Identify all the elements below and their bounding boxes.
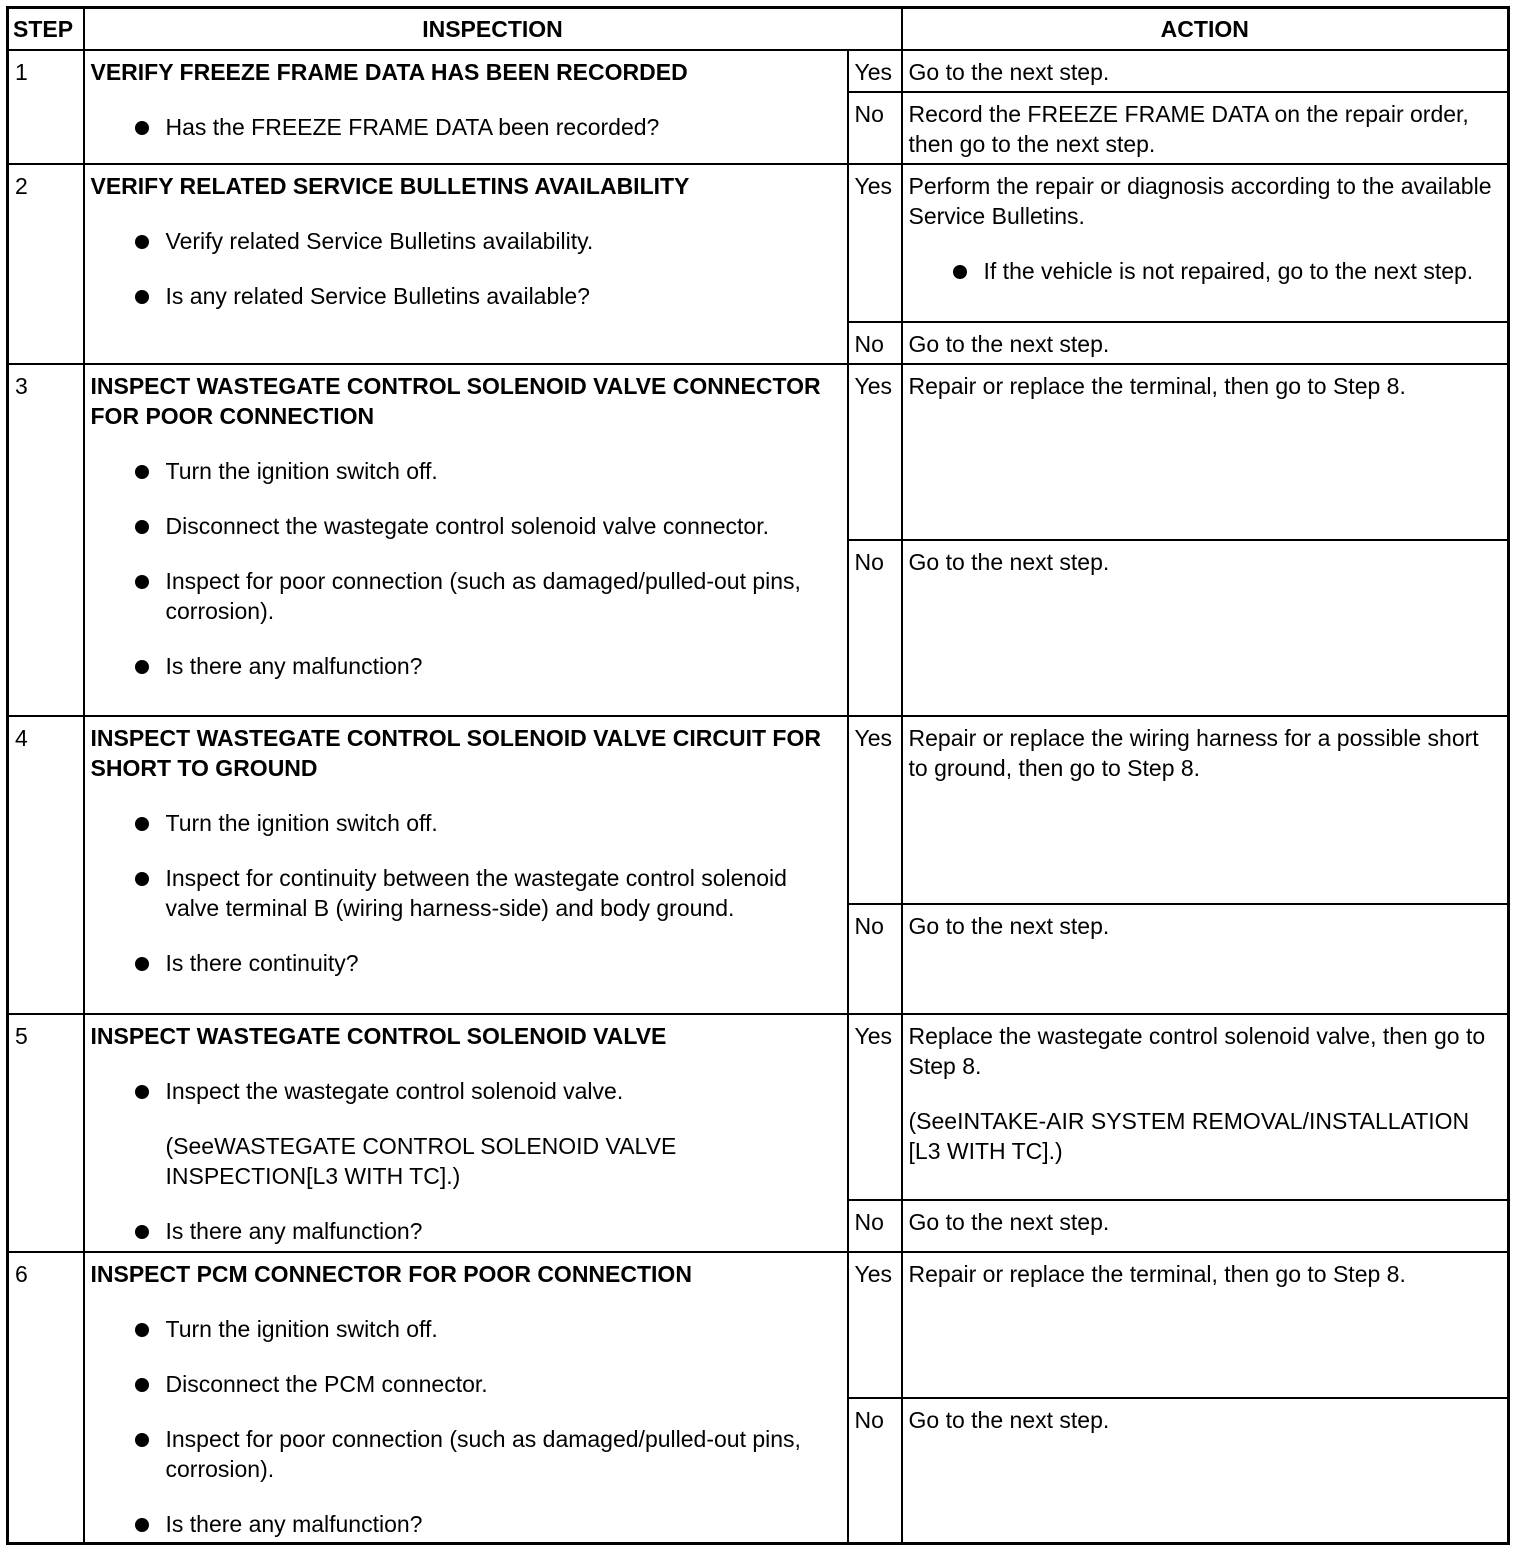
bullet-item: Is there any malfunction? — [91, 651, 841, 681]
yes-action — [902, 164, 1509, 322]
bullet-icon — [135, 235, 149, 249]
bullet-item: Verify related Service Bulletins availability. — [91, 226, 841, 256]
inspection-bullets — [91, 456, 841, 681]
action-text: Perform the repair or diagnosis according to the available Service Bulletins. — [908, 172, 1492, 229]
inspection-bullets — [91, 808, 841, 978]
bullet-item: Is there any malfunction? — [91, 1216, 841, 1246]
step-5-yes-row — [8, 1014, 1509, 1200]
bullet-icon — [135, 575, 149, 589]
bullet-item: Inspect for continuity between the wastegate control solenoid valve terminal B (wiring harness-side) and body ground. — [91, 863, 841, 923]
bullet-icon — [135, 660, 149, 674]
yes-label: Yes — [848, 716, 902, 904]
reference-note: (SeeINTAKE-AIR SYSTEM REMOVAL/INSTALLATION [L3 WITH TC].) — [908, 1107, 1470, 1164]
bullet-item: Turn the ignition switch off. — [91, 808, 841, 838]
yes-action: Repair or replace the terminal, then go to Step 8. — [902, 364, 1509, 540]
inspection-cell — [84, 50, 848, 164]
bullet-icon — [135, 1518, 149, 1532]
step-number: 2 — [8, 164, 84, 364]
bullet-item: Is any related Service Bulletins available? — [91, 281, 841, 311]
bullet-item: Inspect the wastegate control solenoid valve. (SeeWASTEGATE CONTROL SOLENOID VALVE INSPECTION[L3 WITH TC].) — [91, 1076, 841, 1191]
no-action: Go to the next step. — [902, 540, 1509, 716]
step-column-header: STEP — [8, 8, 84, 50]
bullet-icon — [135, 465, 149, 479]
step-3-yes-row — [8, 364, 1509, 540]
reference-note: (SeeWASTEGATE CONTROL SOLENOID VALVE INSPECTION[L3 WITH TC].) — [165, 1132, 677, 1189]
inspection-bullets — [91, 1076, 841, 1246]
bullet-item: Is there continuity? — [91, 948, 841, 978]
bullet-item: If the vehicle is not repaired, go to the next step. — [909, 256, 1502, 286]
bullet-icon — [135, 957, 149, 971]
yes-action: Go to the next step. — [902, 50, 1509, 92]
step-number: 6 — [8, 1252, 84, 1544]
inspection-bullets — [91, 226, 841, 311]
inspection-cell — [84, 1014, 848, 1252]
bullet-icon — [135, 1323, 149, 1337]
bullet-icon — [135, 1085, 149, 1099]
action-bullets — [909, 256, 1502, 286]
bullet-icon — [135, 872, 149, 886]
inspection-column-header: INSPECTION — [84, 8, 902, 50]
step-4-yes-row — [8, 716, 1509, 904]
no-label: No — [848, 1200, 902, 1252]
bullet-icon — [135, 1433, 149, 1447]
bullet-item: Turn the ignition switch off. — [91, 456, 841, 486]
action-text: Replace the wastegate control solenoid valve, then go to Step 8. — [908, 1022, 1486, 1079]
step-6-yes-row — [8, 1252, 1509, 1398]
step-heading: VERIFY RELATED SERVICE BULLETINS AVAILABILITY — [90, 172, 690, 199]
no-label: No — [848, 1398, 902, 1544]
bullet-item: Disconnect the PCM connector. — [91, 1369, 841, 1399]
yes-label: Yes — [848, 164, 902, 322]
bullet-icon — [135, 121, 149, 135]
inspection-cell — [84, 164, 848, 364]
step-heading: INSPECT PCM CONNECTOR FOR POOR CONNECTION — [90, 1260, 692, 1287]
no-label: No — [848, 322, 902, 364]
inspection-cell — [84, 1252, 848, 1544]
no-label: No — [848, 540, 902, 716]
inspection-bullets — [91, 1314, 841, 1539]
yes-action: Repair or replace the wiring harness for a possible short to ground, then go to Step 8. — [902, 716, 1509, 904]
step-heading: INSPECT WASTEGATE CONTROL SOLENOID VALVE — [90, 1022, 667, 1049]
yes-action — [902, 1014, 1509, 1200]
step-number: 4 — [8, 716, 84, 1014]
yes-label: Yes — [848, 50, 902, 92]
step-number: 3 — [8, 364, 84, 716]
bullet-icon — [135, 520, 149, 534]
step-heading: VERIFY FREEZE FRAME DATA HAS BEEN RECORDED — [90, 58, 688, 85]
bullet-item: Disconnect the wastegate control solenoid valve connector. — [91, 511, 841, 541]
bullet-icon — [135, 817, 149, 831]
bullet-item: Has the FREEZE FRAME DATA been recorded? — [91, 112, 841, 142]
step-2-yes-row — [8, 164, 1509, 322]
yes-label: Yes — [848, 1252, 902, 1398]
inspection-cell — [84, 364, 848, 716]
inspection-bullets — [91, 112, 841, 142]
bullet-icon — [953, 265, 967, 279]
bullet-item: Turn the ignition switch off. — [91, 1314, 841, 1344]
yes-action: Repair or replace the terminal, then go to Step 8. — [902, 1252, 1509, 1398]
bullet-item: Inspect for poor connection (such as damaged/pulled-out pins, corrosion). — [91, 1424, 841, 1484]
no-action: Record the FREEZE FRAME DATA on the repair order, then go to the next step. — [902, 92, 1509, 164]
step-heading: INSPECT WASTEGATE CONTROL SOLENOID VALVE CIRCUIT FOR SHORT TO GROUND — [90, 724, 821, 781]
step-heading: INSPECT WASTEGATE CONTROL SOLENOID VALVE CONNECTOR FOR POOR CONNECTION — [90, 372, 821, 429]
bullet-icon — [135, 1225, 149, 1239]
bullet-item: Is there any malfunction? — [91, 1509, 841, 1539]
yes-label: Yes — [848, 1014, 902, 1200]
no-label: No — [848, 92, 902, 164]
bullet-icon — [135, 290, 149, 304]
no-action: Go to the next step. — [902, 1200, 1509, 1252]
diagnostic-procedure-table — [6, 6, 1510, 1545]
bullet-icon — [135, 1378, 149, 1392]
step-1-yes-row — [8, 50, 1509, 92]
no-label: No — [848, 904, 902, 1014]
no-action: Go to the next step. — [902, 904, 1509, 1014]
step-number: 1 — [8, 50, 84, 164]
header-row — [8, 8, 1509, 50]
no-action: Go to the next step. — [902, 1398, 1509, 1544]
step-number: 5 — [8, 1014, 84, 1252]
action-column-header: ACTION — [902, 8, 1509, 50]
yes-label: Yes — [848, 364, 902, 540]
bullet-item: Inspect for poor connection (such as damaged/pulled-out pins, corrosion). — [91, 566, 841, 626]
inspection-cell — [84, 716, 848, 1014]
no-action: Go to the next step. — [902, 322, 1509, 364]
